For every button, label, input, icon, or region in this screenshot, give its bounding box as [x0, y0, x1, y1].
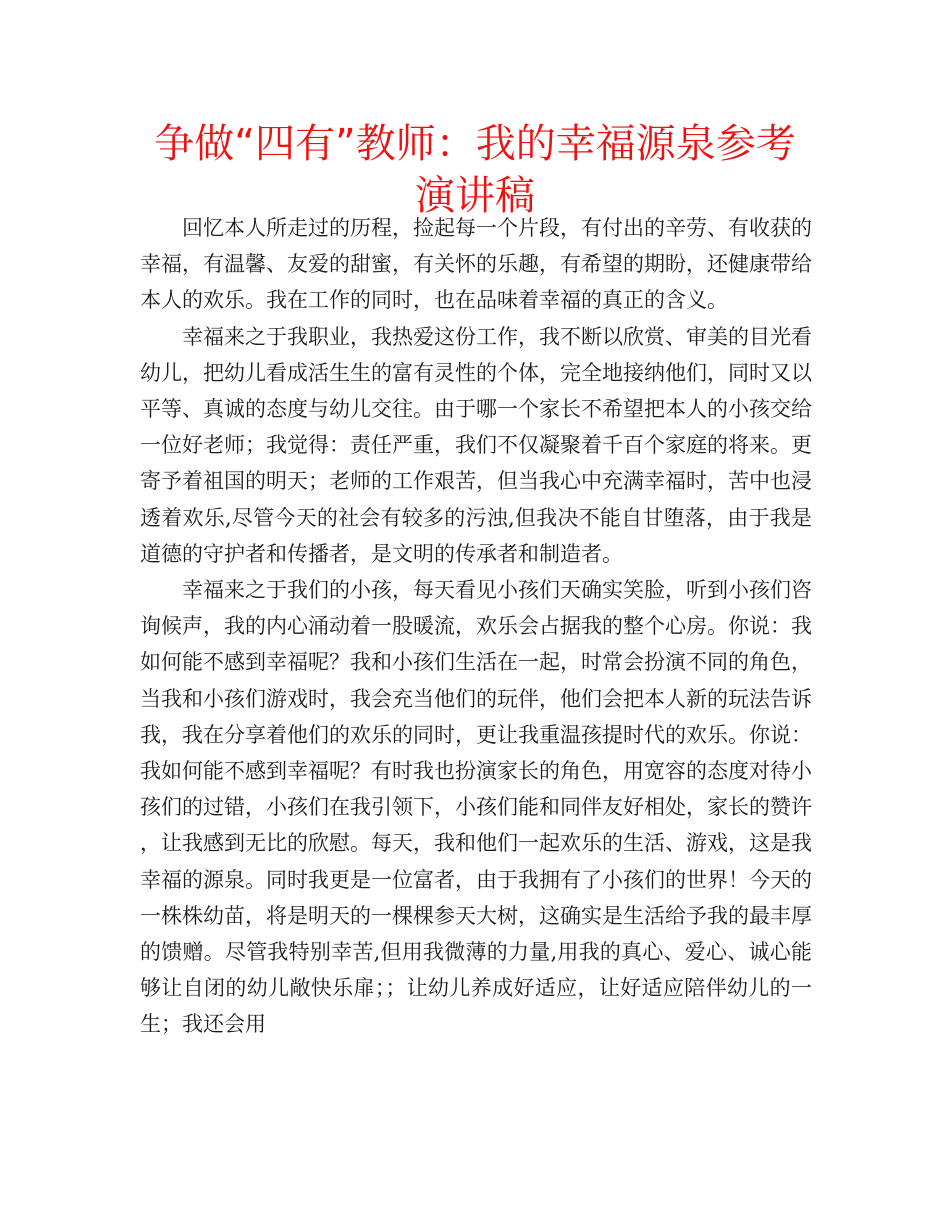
paragraph-3: 幸福来之于我们的小孩，每天看见小孩们天确实笑脸，听到小孩们咨询候声，我的内心涌动着一股暖流，欢乐会占据我的整个心房。你说：我如何能不感到幸福呢？我和小孩们生活在一起，时常会扮演不同的角色，当我和小孩们游戏时，我会充当他们的玩伴，他们会把本人新的玩法告诉我，我在分享着他们的欢乐的同时，更让我重温孩提时代的欢乐。你说：我如何能不感到幸福呢？有时我也扮演家长的角色，用宽容的态度对待小孩们的过错，小孩们在我引领下，小孩们能和同伴友好相处，家长的赞许，让我感到无比的欣慰。每天，我和他们一起欢乐的生活、游戏，这是我幸福的源泉。同时我更是一位富者，由于我拥有了小孩们的世界！今天的一株株幼苗，将是明天的一棵棵参天大树，这确实是生活给予我的最丰厚的馈赠。尽管我特别幸苦,但用我微薄的力量,用我的真心、爱心、诚心能够让自闭的幼儿敞快乐扉；；让幼儿养成好适应，让好适应陪伴幼儿的一生；我还会用	[140, 578, 812, 1037]
paragraph-2: 幸福来之于我职业，我热爱这份工作，我不断以欣赏、审美的目光看幼儿，把幼儿看成活生生的富有灵性的个体，完全地接纳他们，同时又以平等、真诚的态度与幼儿交往。由于哪一个家长不希望把本人的小孩交给一位好老师；我觉得：责任严重，我们不仅凝聚着千百个家庭的将来。更寄予着祖国的明天；老师的工作艰苦，但当我心中充满幸福时，苦中也浸透着欢乐,尽管今天的社会有较多的污浊,但我决不能自甘堕落，由于我是道德的守护者和传播者，是文明的传承者和制造者。	[140, 324, 812, 566]
document-body	[140, 210, 812, 1043]
document-title: 争做“四有”教师：我的幸福源泉参考演讲稿	[154, 121, 796, 219]
paragraph-1: 回忆本人所走过的历程，捡起每一个片段，有付出的辛劳、有收获的幸福，有温馨、友爱的甜蜜，有关怀的乐趣，有希望的期盼，还健康带给本人的欢乐。我在工作的同时，也在品味着幸福的真正的含义。	[140, 216, 812, 313]
